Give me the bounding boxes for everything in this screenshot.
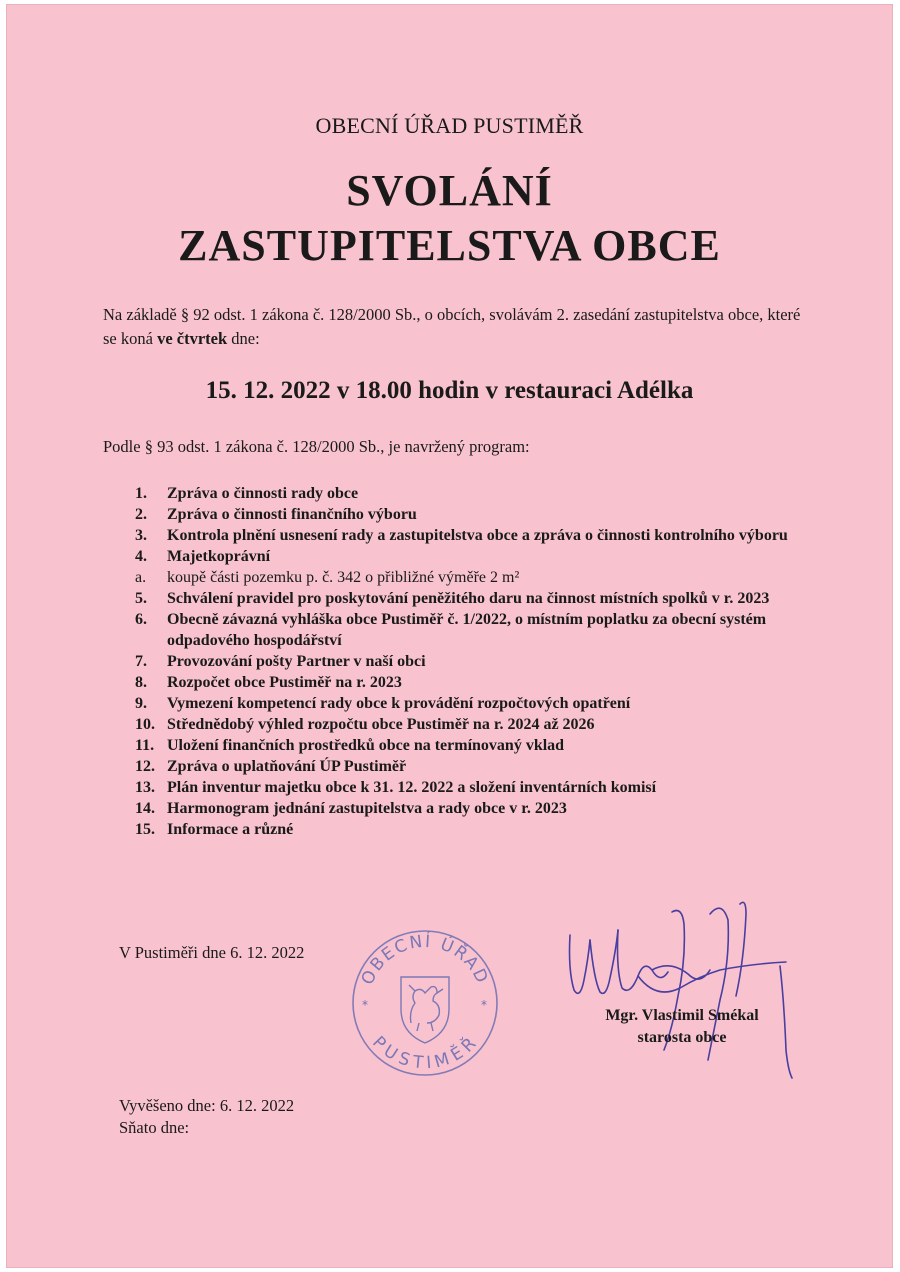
document-title-line2: ZASTUPITELSTVA OBCE [178, 221, 721, 270]
stamp-bottom-text: PUSTIMĚŘ [368, 1032, 482, 1074]
agenda-number: 3. [135, 527, 147, 544]
posting-info [119, 1095, 294, 1139]
agenda-item [135, 483, 803, 504]
agenda-item [135, 525, 803, 546]
agenda-text: Kontrola plnění usnesení rady a zastupitelstva obce a zpráva o činnosti kontrolního výboru [167, 527, 788, 544]
agenda-number: 5. [135, 590, 147, 607]
agenda-text: Plán inventur majetku obce k 31. 12. 2022 a složení inventárních komisí [167, 779, 657, 796]
agenda-item [135, 714, 803, 735]
coat-of-arms-icon [401, 977, 449, 1043]
program-intro: Podle § 93 odst. 1 zákona č. 128/2000 Sb., je navržený program: [103, 437, 530, 456]
agenda-item [135, 588, 803, 609]
agenda-item [135, 798, 803, 819]
document-page [6, 4, 893, 1268]
agenda-subitem [135, 567, 803, 588]
agenda-text: Harmonogram jednání zastupitelstva a rady obce v r. 2023 [167, 800, 567, 817]
agenda-item [135, 504, 803, 525]
signature-icon [560, 900, 800, 1080]
agenda-text: Majetkoprávní [167, 548, 271, 565]
agenda-list [135, 483, 803, 840]
stamp-star-left: * [362, 998, 368, 1012]
agenda-number: 7. [135, 653, 147, 670]
agenda-text: Zpráva o činnosti rady obce [167, 485, 359, 502]
intro-text-end: dne: [227, 329, 260, 348]
agenda-number: 9. [135, 695, 147, 712]
intro-paragraph [103, 303, 803, 351]
agenda-text: Vymezení kompetencí rady obce k provádění rozpočtových opatření [167, 695, 631, 712]
agenda-text: Zpráva o činnosti finančního výboru [167, 506, 417, 523]
agenda-number: 14. [135, 800, 155, 817]
agenda-item [135, 546, 803, 567]
agenda-number: 1. [135, 485, 147, 502]
agenda-number: 4. [135, 548, 147, 565]
stamp-star-right: * [481, 998, 487, 1012]
agenda-item [135, 777, 803, 798]
agenda-text: koupě části pozemku p. č. 342 o přibližné výměře 2 m² [167, 569, 520, 586]
agenda-text: Provozování pošty Partner v naší obci [167, 653, 426, 670]
official-stamp [345, 923, 505, 1083]
agenda-text: Střednědobý výhled rozpočtu obce Pustiměř na r. 2024 až 2026 [167, 716, 595, 733]
document-title-line1: SVOLÁNÍ [346, 166, 553, 215]
agenda-number: 15. [135, 821, 155, 838]
removed-date: Sňato dne: [119, 1118, 190, 1137]
agenda-item [135, 756, 803, 777]
agenda-item [135, 609, 803, 651]
agenda-item [135, 693, 803, 714]
agenda-item [135, 735, 803, 756]
agenda-number: a. [135, 569, 147, 586]
agenda-item [135, 651, 803, 672]
stamp-top-text: OBECNÍ ÚŘAD [357, 931, 493, 988]
agenda-text: Obecně závazná vyhláška obce Pustiměř č. 1/2022, o místním poplatku za obecní systém odpadového hospodářství [167, 611, 767, 649]
agenda-text: Informace a různé [167, 821, 294, 838]
signer-name: Mgr. Vlastimil Smékal [605, 1007, 759, 1024]
meeting-datetime: 15. 12. 2022 v 18.00 hodin v restauraci Adélka [205, 377, 694, 404]
agenda-number: 10. [135, 716, 155, 733]
agenda-text: Rozpočet obce Pustiměř na r. 2023 [167, 674, 402, 691]
intro-day: ve čtvrtek [157, 329, 228, 348]
office-heading: OBECNÍ ÚŘAD PUSTIMĚŘ [315, 113, 584, 138]
agenda-item [135, 672, 803, 693]
signer-role: starosta obce [637, 1029, 727, 1046]
agenda-item [135, 819, 803, 840]
agenda-number: 12. [135, 758, 155, 775]
agenda-number: 11. [135, 737, 155, 754]
agenda-number: 2. [135, 506, 147, 523]
agenda-text: Uložení finančních prostředků obce na termínovaný vklad [167, 737, 565, 754]
agenda-text: Schválení pravidel pro poskytování peněžitého daru na činnost místních spolků v r. 2023 [167, 590, 770, 607]
signer-block [577, 1005, 787, 1049]
intro-text: Na základě § 92 odst. 1 zákona č. 128/2000 Sb., o obcích, svolávám 2. zasedání zastupitelstva obce, které se koná [103, 305, 801, 348]
agenda-text: Zpráva o uplatňování ÚP Pustiměř [167, 758, 407, 775]
agenda-number: 13. [135, 779, 155, 796]
posted-date: Vyvěšeno dne: 6. 12. 2022 [119, 1096, 295, 1115]
agenda-number: 8. [135, 674, 147, 691]
agenda-number: 6. [135, 611, 147, 628]
place-and-date: V Pustiměři dne 6. 12. 2022 [119, 943, 305, 962]
